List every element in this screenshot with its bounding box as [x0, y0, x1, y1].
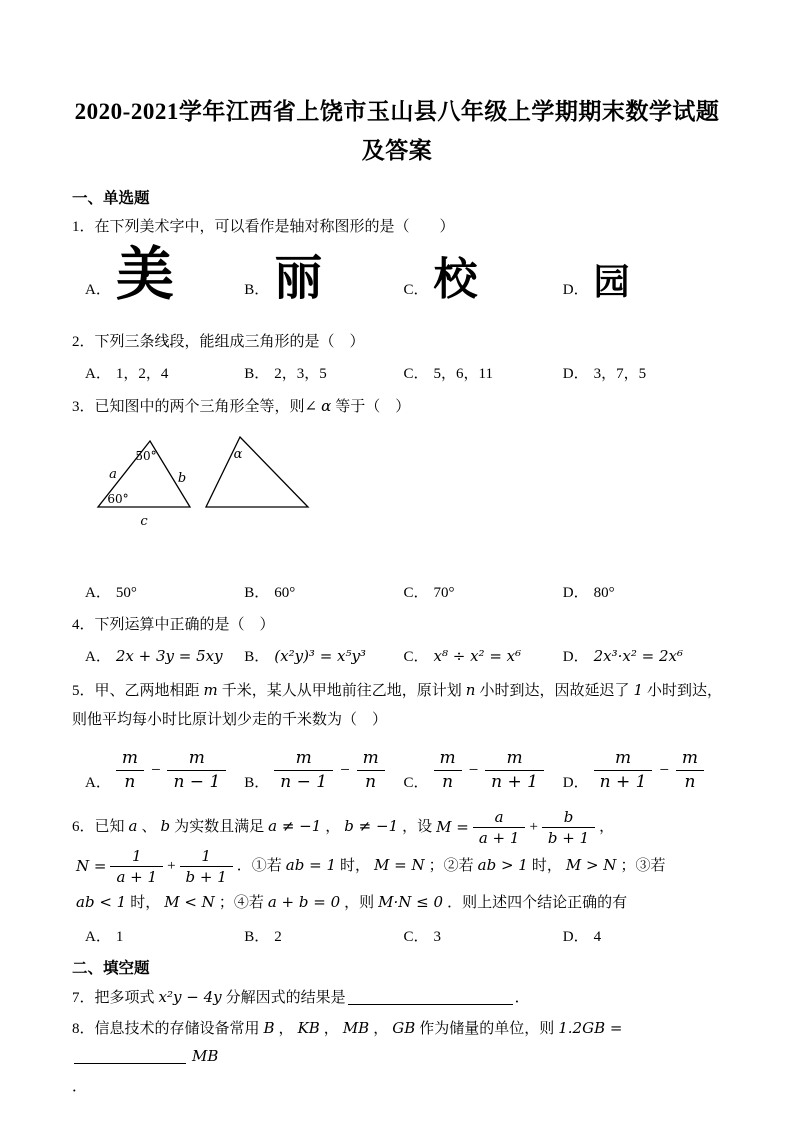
plus-operator: +: [529, 819, 538, 836]
q7-segment: 7．把多项式: [72, 990, 155, 1007]
section-heading-fill: 二、填空题: [72, 960, 150, 978]
q6-segment: ，则: [344, 894, 375, 911]
q6-separator: ，: [599, 818, 615, 835]
t1-side-right-label: b: [177, 471, 187, 487]
option-text: 1: [115, 929, 124, 946]
answer-blank: [74, 1047, 186, 1064]
equation-lhs: N =: [76, 857, 107, 876]
q6-variable-a: a: [128, 816, 138, 835]
option-text: 3，7，5: [593, 366, 647, 383]
fraction-denominator: a + 1: [473, 827, 526, 847]
q8-segment: 8．信息技术的存储设备常用: [72, 1021, 260, 1038]
q5-option-d: [563, 748, 722, 792]
fraction-denominator: n: [434, 770, 462, 792]
fraction: [473, 808, 526, 847]
fraction-denominator: n + 1: [594, 770, 653, 792]
option-math: x⁸ ÷ x² = x⁶: [433, 647, 522, 666]
q6-condition: ab = 1: [285, 855, 336, 874]
option-expression: [434, 748, 544, 792]
q6-relation: M = N: [374, 855, 425, 874]
fraction: [110, 847, 163, 886]
option-label: C．: [403, 585, 429, 602]
q1-option-d: [562, 261, 722, 304]
fraction-denominator: b + 1: [542, 827, 595, 847]
q5-number-one: 1: [633, 681, 643, 700]
q6-segment: ；④若: [218, 894, 264, 911]
minus-operator: −: [467, 760, 480, 780]
question-4-text: 4．下列运算中正确的是（ ）: [72, 617, 275, 634]
option-label: A．: [85, 774, 111, 791]
q5-segment: 千米，某人从甲地前往乙地，原计划: [221, 683, 462, 700]
q3-option-d: [563, 581, 722, 602]
q8-unit-mb: MB: [342, 1019, 370, 1038]
option-text: 1，2，4: [115, 366, 169, 383]
question-3-options: [72, 581, 722, 602]
q6-condition: ab > 1: [477, 855, 528, 874]
option-label: B．: [244, 366, 270, 383]
fraction-denominator: n: [676, 770, 704, 792]
q6-option-a: [85, 925, 244, 946]
q8-separator: ，: [373, 1021, 389, 1038]
fraction-numerator: 1: [201, 846, 211, 865]
option-text: 5，6，11: [433, 366, 493, 383]
q7-polynomial: x²y − 4y: [158, 988, 222, 1007]
question-4-options: [72, 645, 722, 666]
q6-option-c: [404, 925, 563, 946]
t1-side-left-label: a: [109, 467, 117, 483]
q6-condition: a + b = 0: [267, 892, 341, 911]
option-text: 60°: [274, 585, 296, 602]
q5-option-b: [244, 748, 403, 792]
question-5-options: [72, 748, 722, 792]
fraction-numerator: m: [295, 748, 312, 769]
q8-unit-gb: GB: [392, 1019, 416, 1038]
option-text: 4: [593, 929, 602, 946]
q6-relation: M < N: [164, 892, 215, 911]
fraction-denominator: b + 1: [180, 866, 233, 886]
q2-option-a: [85, 362, 244, 383]
option-label: A．: [85, 366, 111, 383]
q5-option-a: [85, 748, 244, 792]
q3-option-c: [404, 581, 563, 602]
fraction-numerator: 1: [131, 846, 142, 865]
fraction-numerator: m: [188, 748, 205, 769]
q8-unit-mb-answer: MB: [192, 1047, 219, 1066]
q4-option-b: [244, 645, 403, 666]
fraction-denominator: n: [116, 770, 144, 792]
q8-separator: ，: [323, 1021, 339, 1038]
fraction: [180, 847, 233, 886]
option-label: A．: [85, 649, 111, 666]
option-label: D．: [562, 774, 589, 791]
q3-option-b: [244, 581, 403, 602]
option-label: A．: [85, 929, 111, 946]
triangle-2-outline: [206, 437, 308, 507]
art-character-xiao: 校: [433, 254, 478, 306]
option-label: D．: [562, 929, 589, 946]
q6-segment: 时，: [340, 857, 371, 874]
t1-side-bottom-label: c: [140, 514, 148, 530]
q6-segment: 时，: [531, 857, 562, 874]
q6-segment: 为实数且满足: [174, 818, 265, 835]
fraction: [116, 748, 144, 792]
q3-text-before: 3．已知图中的两个三角形全等，则∠: [72, 399, 318, 416]
q6-condition: b ≠ −1: [344, 816, 399, 835]
option-label: C．: [403, 929, 429, 946]
q5-segment: 小时到达，因故延迟了: [479, 683, 630, 700]
option-label: D．: [562, 366, 589, 383]
q1-option-c: [403, 254, 563, 306]
option-label: C．: [403, 649, 429, 666]
q6-segment: ，设: [402, 818, 433, 835]
question-5-text: [72, 676, 722, 734]
option-label: D．: [562, 649, 589, 666]
fraction-numerator: m: [362, 748, 379, 769]
option-math: 2x + 3y = 5xy: [115, 647, 223, 666]
answer-blank: [348, 988, 513, 1005]
q5-segment: 5．甲、乙两地相距: [72, 683, 200, 700]
fraction-denominator: n − 1: [167, 770, 226, 792]
fraction-denominator: a + 1: [110, 866, 163, 886]
q5-segment: 小时到达，则他平均每小时比原计划少走的千米数为（ ）: [72, 683, 723, 728]
fraction-denominator: n: [357, 770, 385, 792]
fraction: [167, 748, 226, 792]
q6-condition: a ≠ −1: [268, 816, 322, 835]
q6-segment: 6．已知: [72, 818, 125, 835]
q6-variable-b: b: [160, 816, 171, 835]
fraction: [542, 808, 595, 847]
q6-segment: ．①若: [236, 857, 282, 874]
q2-option-b: [244, 362, 403, 383]
question-2-text: 2．下列三条线段，能组成三角形的是（ ）: [72, 334, 365, 351]
q8-unit-b: B: [263, 1019, 275, 1038]
equation-lhs: M =: [436, 818, 469, 837]
minus-operator: −: [149, 760, 162, 780]
fraction: [357, 748, 385, 792]
q3-text-after: 等于（ ）: [335, 399, 411, 416]
option-text: 50°: [115, 585, 137, 602]
question-8-text: [72, 1015, 722, 1071]
t1-angle-top-label: 50°: [135, 449, 157, 464]
q6-condition: ab < 1: [76, 892, 127, 911]
option-label: B．: [244, 585, 270, 602]
q6-relation: M·N ≤ 0: [378, 892, 444, 911]
plus-operator: +: [167, 858, 176, 875]
q6-separator: ，: [325, 818, 341, 835]
fraction-numerator: a: [494, 807, 504, 826]
fraction: [594, 748, 653, 792]
t1-angle-bottom-label: 60°: [107, 492, 129, 507]
q7-period: ．: [514, 990, 530, 1007]
fraction-numerator: m: [506, 748, 523, 769]
option-label: B．: [244, 282, 270, 299]
q3-angle-variable: α: [321, 397, 332, 416]
q2-option-d: [563, 362, 722, 383]
q3-option-a: [85, 581, 244, 602]
q6-separator: 、: [141, 818, 157, 835]
option-label: A．: [85, 585, 111, 602]
question-6-options: [72, 925, 722, 946]
question-1-text: 1．在下列美术字中，可以看作是轴对称图形的是（ ）: [72, 219, 455, 236]
equation-N: [76, 847, 233, 886]
option-label: B．: [244, 774, 270, 791]
fraction-numerator: m: [681, 748, 699, 769]
minus-operator: −: [658, 760, 670, 780]
fraction-numerator: b: [563, 807, 574, 826]
fraction-denominator: n − 1: [274, 770, 333, 792]
fraction: [676, 748, 704, 792]
option-label: C．: [403, 366, 429, 383]
option-text: 2: [274, 929, 282, 946]
question-1-options: [72, 240, 722, 317]
q8-separator: ，: [278, 1021, 294, 1038]
option-label: C．: [403, 774, 429, 791]
q4-option-a: [85, 645, 244, 666]
q8-equation: 1.2GB =: [558, 1019, 623, 1038]
option-label: C．: [403, 282, 429, 299]
q5-option-c: [404, 748, 563, 792]
q8-unit-kb: KB: [297, 1019, 320, 1038]
option-text: 70°: [433, 585, 455, 602]
q6-segment: ；③若: [620, 857, 666, 874]
q6-option-d: [563, 925, 722, 946]
q2-option-c: [404, 362, 563, 383]
option-math: 2x³·x² = 2x⁶: [593, 647, 683, 666]
congruent-triangles-figure: [88, 429, 418, 537]
q6-segment: 时，: [130, 894, 161, 911]
question-8-period-line: [72, 1074, 722, 1101]
q8-period: ．: [72, 1079, 88, 1096]
option-math: (x²y)³ = x⁵y³: [274, 647, 366, 666]
art-character-mei: 美: [115, 240, 174, 309]
q6-relation: M > N: [565, 855, 617, 874]
section-heading-choice: 一、单选题: [72, 190, 150, 208]
question-7-text: [72, 984, 722, 1012]
option-text: 3: [433, 929, 442, 946]
q6-segment: ．则上述四个结论正确的有: [447, 894, 628, 911]
minus-operator: −: [339, 760, 351, 780]
fraction: [434, 748, 462, 792]
fraction-denominator: n + 1: [485, 770, 544, 792]
option-text: 80°: [593, 585, 615, 602]
q4-option-d: [563, 645, 722, 666]
fraction-numerator: m: [614, 748, 632, 769]
option-expression: [274, 748, 384, 792]
question-6-text: [72, 808, 722, 919]
art-character-yuan: 园: [593, 261, 630, 304]
fraction-numerator: m: [439, 748, 456, 769]
q7-segment: 分解因式的结果是: [225, 990, 346, 1007]
fraction-numerator: m: [121, 748, 138, 769]
q5-variable-m: m: [203, 681, 218, 700]
q8-segment: 作为储量的单位，则: [419, 1021, 555, 1038]
fraction: [274, 748, 333, 792]
question-3-text: [72, 393, 722, 421]
option-expression: [594, 748, 704, 792]
art-character-li: 丽: [274, 250, 323, 307]
q1-option-b: [244, 250, 403, 307]
option-label: D．: [562, 585, 589, 602]
option-label: B．: [244, 929, 270, 946]
q4-option-c: [404, 645, 563, 666]
option-label: A．: [85, 282, 111, 299]
option-text: 2，3，5: [274, 366, 327, 383]
q6-option-b: [244, 925, 403, 946]
q5-variable-n: n: [465, 681, 476, 700]
question-2-options: [72, 362, 722, 383]
page-title: 2020-2021学年江西省上饶市玉山县八年级上学期期末数学试题及答案: [74, 99, 720, 164]
q6-segment: ；②若: [428, 857, 474, 874]
option-expression: [116, 748, 226, 792]
equation-M: [436, 808, 595, 847]
fraction: [485, 748, 544, 792]
t2-angle-top-label: α: [233, 447, 243, 463]
option-label: D．: [562, 282, 589, 299]
q1-option-a: [85, 240, 244, 309]
option-label: B．: [244, 649, 270, 666]
